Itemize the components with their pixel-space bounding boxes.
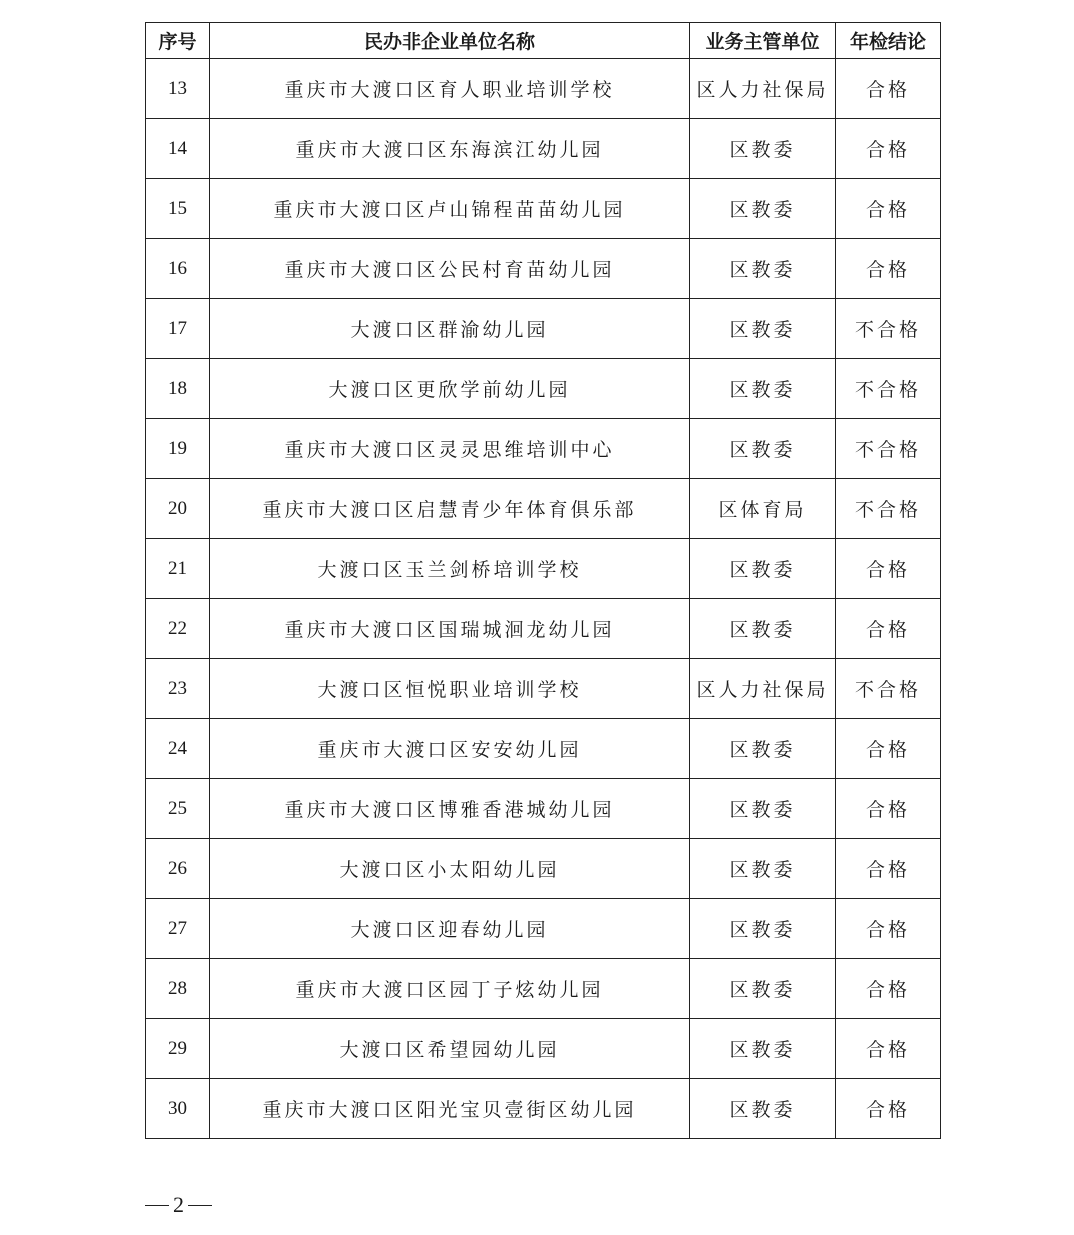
row-number: 22	[146, 599, 210, 659]
row-conclusion: 合格	[836, 719, 941, 779]
table-row	[146, 359, 941, 419]
row-department: 区体育局	[690, 479, 836, 539]
row-conclusion: 合格	[836, 119, 941, 179]
row-conclusion: 不合格	[836, 299, 941, 359]
row-number: 15	[146, 179, 210, 239]
row-number: 13	[146, 59, 210, 119]
row-number: 29	[146, 1019, 210, 1079]
row-number: 18	[146, 359, 210, 419]
table-row	[146, 539, 941, 599]
row-conclusion: 合格	[836, 899, 941, 959]
header-number: 序号	[146, 23, 210, 59]
row-department: 区教委	[690, 1079, 836, 1139]
row-org-name: 大渡口区小太阳幼儿园	[210, 839, 690, 899]
table-row	[146, 959, 941, 1019]
table-row	[146, 1019, 941, 1079]
table-row	[146, 119, 941, 179]
row-org-name: 大渡口区群渝幼儿园	[210, 299, 690, 359]
row-department: 区教委	[690, 179, 836, 239]
row-org-name: 重庆市大渡口区卢山锦程苗苗幼儿园	[210, 179, 690, 239]
row-org-name: 重庆市大渡口区东海滨江幼儿园	[210, 119, 690, 179]
row-department: 区教委	[690, 419, 836, 479]
table-row	[146, 179, 941, 239]
row-conclusion: 合格	[836, 779, 941, 839]
table-header-row	[146, 23, 941, 59]
footer-dash-right	[188, 1205, 212, 1206]
row-org-name: 大渡口区恒悦职业培训学校	[210, 659, 690, 719]
page-number: 2	[173, 1192, 184, 1217]
header-name: 民办非企业单位名称	[210, 23, 690, 59]
row-org-name: 重庆市大渡口区启慧青少年体育俱乐部	[210, 479, 690, 539]
table-row	[146, 59, 941, 119]
row-department: 区教委	[690, 719, 836, 779]
row-conclusion: 合格	[836, 959, 941, 1019]
row-number: 19	[146, 419, 210, 479]
table-row	[146, 479, 941, 539]
row-department: 区教委	[690, 299, 836, 359]
row-org-name: 大渡口区希望园幼儿园	[210, 1019, 690, 1079]
row-org-name: 重庆市大渡口区公民村育苗幼儿园	[210, 239, 690, 299]
row-conclusion: 合格	[836, 539, 941, 599]
row-org-name: 重庆市大渡口区育人职业培训学校	[210, 59, 690, 119]
row-department: 区教委	[690, 839, 836, 899]
row-department: 区教委	[690, 1019, 836, 1079]
table-row	[146, 299, 941, 359]
row-org-name: 重庆市大渡口区博雅香港城幼儿园	[210, 779, 690, 839]
row-conclusion: 不合格	[836, 479, 941, 539]
row-number: 25	[146, 779, 210, 839]
table-row	[146, 419, 941, 479]
table-row	[146, 239, 941, 299]
row-number: 24	[146, 719, 210, 779]
row-conclusion: 合格	[836, 59, 941, 119]
table-row	[146, 1079, 941, 1139]
header-department: 业务主管单位	[690, 23, 836, 59]
row-org-name: 重庆市大渡口区国瑞城洄龙幼儿园	[210, 599, 690, 659]
row-conclusion: 合格	[836, 179, 941, 239]
row-department: 区教委	[690, 119, 836, 179]
row-org-name: 重庆市大渡口区灵灵思维培训中心	[210, 419, 690, 479]
row-conclusion: 合格	[836, 1079, 941, 1139]
header-conclusion: 年检结论	[836, 23, 941, 59]
row-department: 区教委	[690, 779, 836, 839]
row-number: 30	[146, 1079, 210, 1139]
row-conclusion: 不合格	[836, 359, 941, 419]
row-conclusion: 不合格	[836, 419, 941, 479]
row-org-name: 重庆市大渡口区安安幼儿园	[210, 719, 690, 779]
row-org-name: 大渡口区迎春幼儿园	[210, 899, 690, 959]
row-number: 27	[146, 899, 210, 959]
row-conclusion: 合格	[836, 839, 941, 899]
annual-inspection-table	[145, 22, 941, 1139]
table-body	[146, 59, 941, 1139]
row-department: 区教委	[690, 359, 836, 419]
footer-dash-left	[145, 1205, 169, 1206]
row-org-name: 重庆市大渡口区阳光宝贝壹街区幼儿园	[210, 1079, 690, 1139]
table-row	[146, 659, 941, 719]
row-number: 26	[146, 839, 210, 899]
row-conclusion: 合格	[836, 239, 941, 299]
row-department: 区人力社保局	[690, 659, 836, 719]
row-number: 20	[146, 479, 210, 539]
table-row	[146, 599, 941, 659]
table-row	[146, 839, 941, 899]
table-row	[146, 779, 941, 839]
row-org-name: 重庆市大渡口区园丁子炫幼儿园	[210, 959, 690, 1019]
row-org-name: 大渡口区更欣学前幼儿园	[210, 359, 690, 419]
row-conclusion: 合格	[836, 599, 941, 659]
row-conclusion: 不合格	[836, 659, 941, 719]
row-number: 14	[146, 119, 210, 179]
row-number: 17	[146, 299, 210, 359]
page-footer	[145, 1192, 212, 1218]
row-number: 28	[146, 959, 210, 1019]
row-department: 区教委	[690, 599, 836, 659]
table-row	[146, 899, 941, 959]
row-department: 区教委	[690, 239, 836, 299]
row-number: 23	[146, 659, 210, 719]
row-department: 区教委	[690, 539, 836, 599]
row-department: 区教委	[690, 899, 836, 959]
row-department: 区教委	[690, 959, 836, 1019]
row-conclusion: 合格	[836, 1019, 941, 1079]
table-row	[146, 719, 941, 779]
row-department: 区人力社保局	[690, 59, 836, 119]
row-number: 21	[146, 539, 210, 599]
row-number: 16	[146, 239, 210, 299]
row-org-name: 大渡口区玉兰剑桥培训学校	[210, 539, 690, 599]
